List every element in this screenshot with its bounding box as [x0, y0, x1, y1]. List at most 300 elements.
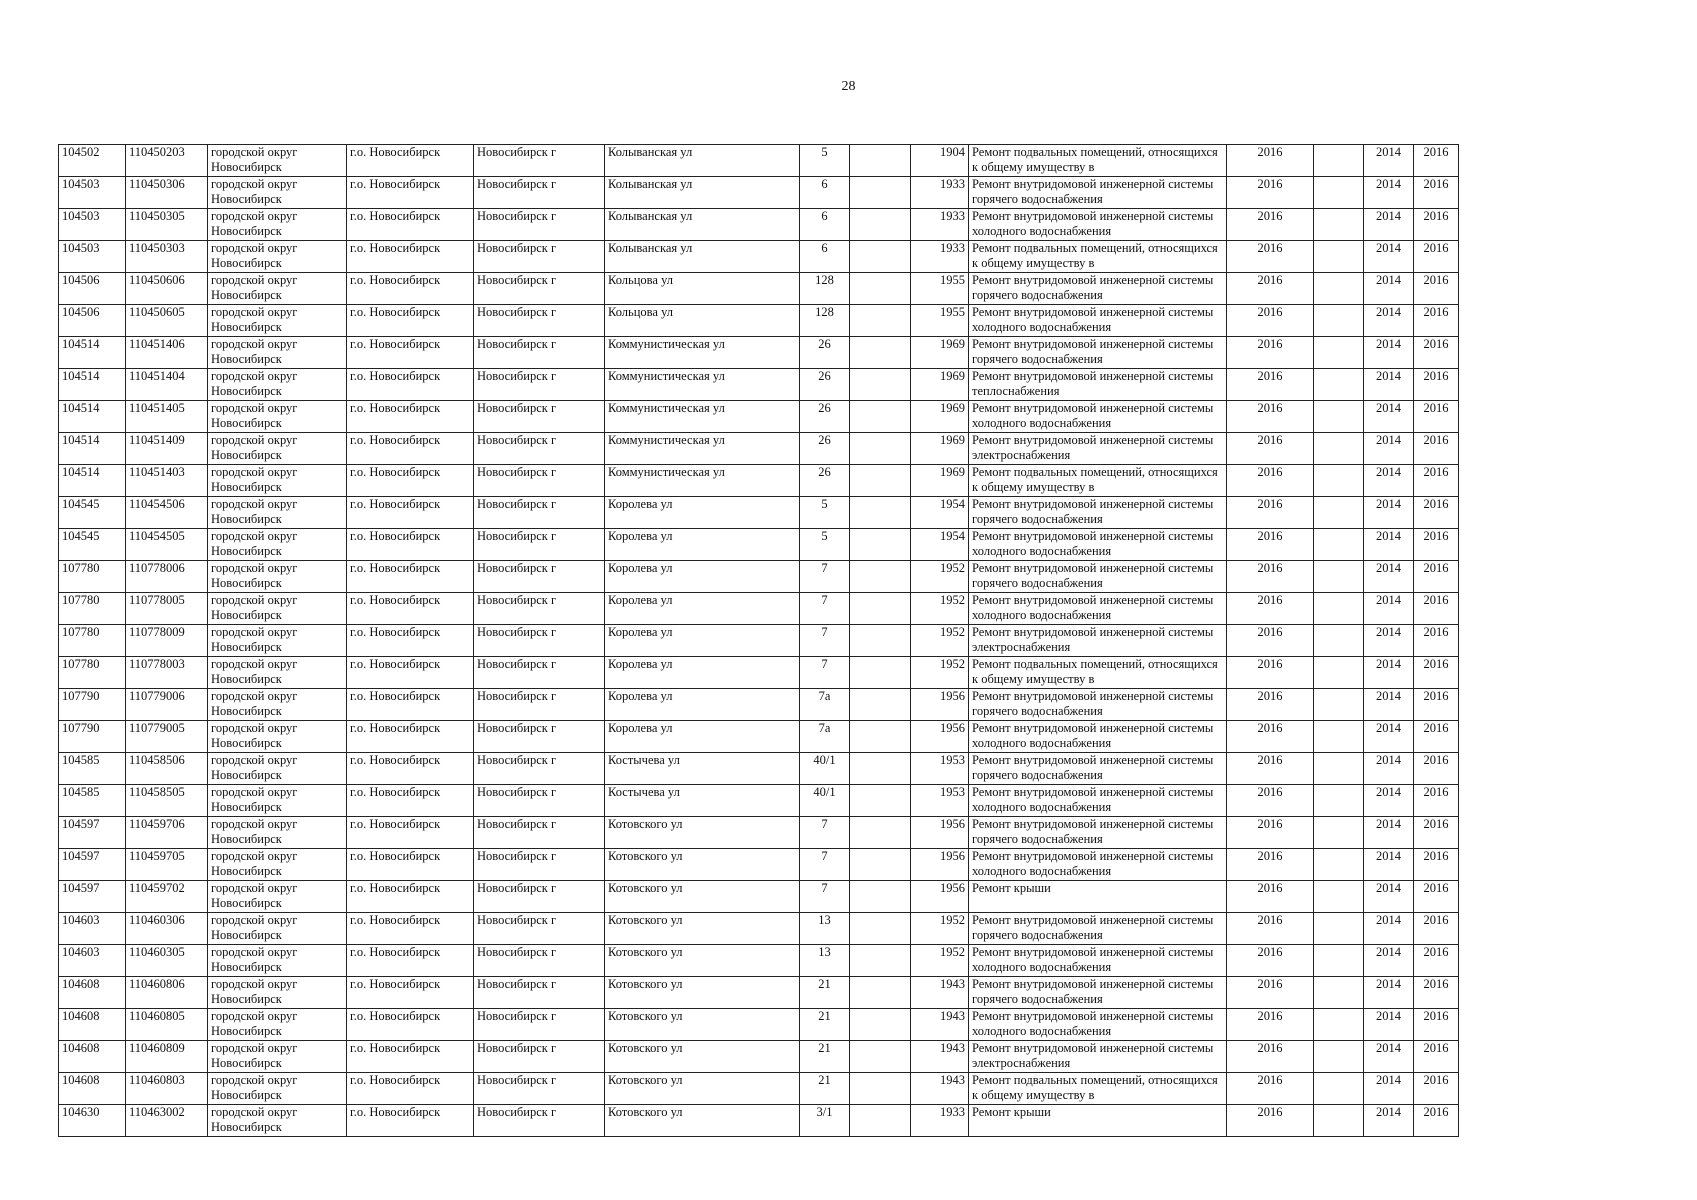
street-cell: Королева ул [605, 721, 800, 753]
building-cell [850, 625, 911, 657]
construction-year-cell: 1933 [911, 177, 969, 209]
work-type-cell: Ремонт внутридомовой инженерной системы электроснабжения [969, 625, 1227, 657]
empty-cell [1314, 625, 1364, 657]
work-id-cell: 110450306 [126, 177, 208, 209]
municipality-cell: городской округ Новосибирск [208, 817, 347, 849]
district-cell: г.о. Новосибирск [347, 657, 474, 689]
city-cell: Новосибирск г [474, 433, 605, 465]
construction-year-cell: 1956 [911, 881, 969, 913]
street-cell: Коммунистическая ул [605, 337, 800, 369]
street-cell: Колыванская ул [605, 209, 800, 241]
street-cell: Котовского ул [605, 1009, 800, 1041]
city-cell: Новосибирск г [474, 529, 605, 561]
period-start-cell: 2014 [1364, 305, 1414, 337]
city-cell: Новосибирск г [474, 1105, 605, 1137]
work-id-cell: 110450606 [126, 273, 208, 305]
city-cell: Новосибирск г [474, 881, 605, 913]
city-cell: Новосибирск г [474, 849, 605, 881]
house-number-cell: 40/1 [800, 753, 850, 785]
city-cell: Новосибирск г [474, 273, 605, 305]
building-cell [850, 1009, 911, 1041]
house-id-cell: 104603 [59, 945, 126, 977]
city-cell: Новосибирск г [474, 209, 605, 241]
planned-year-cell: 2016 [1227, 465, 1314, 497]
table-row [59, 785, 1459, 817]
house-id-cell: 104503 [59, 241, 126, 273]
work-id-cell: 110451404 [126, 369, 208, 401]
city-cell: Новосибирск г [474, 753, 605, 785]
street-cell: Королева ул [605, 625, 800, 657]
work-type-cell: Ремонт внутридомовой инженерной системы горячего водоснабжения [969, 177, 1227, 209]
work-type-cell: Ремонт подвальных помещений, относящихся к общему имуществу в [969, 241, 1227, 273]
period-start-cell: 2014 [1364, 369, 1414, 401]
district-cell: г.о. Новосибирск [347, 1105, 474, 1137]
period-start-cell: 2014 [1364, 721, 1414, 753]
work-type-cell: Ремонт внутридомовой инженерной системы электроснабжения [969, 433, 1227, 465]
table-row [59, 881, 1459, 913]
empty-cell [1314, 529, 1364, 561]
period-end-cell: 2016 [1414, 1073, 1459, 1105]
table-row [59, 497, 1459, 529]
period-start-cell: 2014 [1364, 1105, 1414, 1137]
construction-year-cell: 1933 [911, 241, 969, 273]
house-id-cell: 104514 [59, 337, 126, 369]
district-cell: г.о. Новосибирск [347, 337, 474, 369]
city-cell: Новосибирск г [474, 561, 605, 593]
municipality-cell: городской округ Новосибирск [208, 593, 347, 625]
street-cell: Котовского ул [605, 1073, 800, 1105]
construction-year-cell: 1953 [911, 753, 969, 785]
work-id-cell: 110460806 [126, 977, 208, 1009]
district-cell: г.о. Новосибирск [347, 625, 474, 657]
house-number-cell: 6 [800, 241, 850, 273]
district-cell: г.о. Новосибирск [347, 977, 474, 1009]
municipality-cell: городской округ Новосибирск [208, 497, 347, 529]
street-cell: Котовского ул [605, 1105, 800, 1137]
period-start-cell: 2014 [1364, 529, 1414, 561]
planned-year-cell: 2016 [1227, 529, 1314, 561]
construction-year-cell: 1956 [911, 849, 969, 881]
construction-year-cell: 1952 [911, 945, 969, 977]
house-number-cell: 128 [800, 305, 850, 337]
district-cell: г.о. Новосибирск [347, 689, 474, 721]
work-type-cell: Ремонт подвальных помещений, относящихся к общему имуществу в [969, 1073, 1227, 1105]
empty-cell [1314, 497, 1364, 529]
table-row [59, 529, 1459, 561]
period-start-cell: 2014 [1364, 433, 1414, 465]
house-id-cell: 104585 [59, 753, 126, 785]
period-end-cell: 2016 [1414, 1105, 1459, 1137]
municipality-cell: городской округ Новосибирск [208, 433, 347, 465]
city-cell: Новосибирск г [474, 465, 605, 497]
construction-year-cell: 1943 [911, 1041, 969, 1073]
period-start-cell: 2014 [1364, 337, 1414, 369]
work-type-cell: Ремонт внутридомовой инженерной системы теплоснабжения [969, 369, 1227, 401]
period-start-cell: 2014 [1364, 849, 1414, 881]
work-type-cell: Ремонт подвальных помещений, относящихся к общему имуществу в [969, 657, 1227, 689]
building-cell [850, 817, 911, 849]
building-cell [850, 657, 911, 689]
work-type-cell: Ремонт подвальных помещений, относящихся к общему имуществу в [969, 145, 1227, 177]
house-number-cell: 13 [800, 913, 850, 945]
construction-year-cell: 1954 [911, 497, 969, 529]
house-number-cell: 13 [800, 945, 850, 977]
period-start-cell: 2014 [1364, 593, 1414, 625]
empty-cell [1314, 209, 1364, 241]
house-number-cell: 6 [800, 177, 850, 209]
city-cell: Новосибирск г [474, 177, 605, 209]
house-number-cell: 128 [800, 273, 850, 305]
house-id-cell: 104506 [59, 273, 126, 305]
period-end-cell: 2016 [1414, 497, 1459, 529]
house-number-cell: 7 [800, 625, 850, 657]
house-id-cell: 104503 [59, 177, 126, 209]
work-type-cell: Ремонт внутридомовой инженерной системы горячего водоснабжения [969, 977, 1227, 1009]
period-start-cell: 2014 [1364, 401, 1414, 433]
empty-cell [1314, 1009, 1364, 1041]
district-cell: г.о. Новосибирск [347, 849, 474, 881]
house-id-cell: 107780 [59, 657, 126, 689]
municipality-cell: городской округ Новосибирск [208, 1105, 347, 1137]
empty-cell [1314, 145, 1364, 177]
construction-year-cell: 1955 [911, 273, 969, 305]
construction-year-cell: 1952 [911, 657, 969, 689]
building-cell [850, 689, 911, 721]
district-cell: г.о. Новосибирск [347, 785, 474, 817]
house-id-cell: 104514 [59, 369, 126, 401]
municipality-cell: городской округ Новосибирск [208, 1009, 347, 1041]
page-number: 28 [841, 79, 856, 94]
work-type-cell: Ремонт внутридомовой инженерной системы горячего водоснабжения [969, 273, 1227, 305]
planned-year-cell: 2016 [1227, 881, 1314, 913]
building-cell [850, 145, 911, 177]
district-cell: г.о. Новосибирск [347, 1009, 474, 1041]
building-cell [850, 433, 911, 465]
building-cell [850, 593, 911, 625]
work-type-cell: Ремонт внутридомовой инженерной системы горячего водоснабжения [969, 497, 1227, 529]
house-id-cell: 104597 [59, 849, 126, 881]
table-row [59, 1041, 1459, 1073]
building-cell [850, 721, 911, 753]
building-cell [850, 497, 911, 529]
work-id-cell: 110779005 [126, 721, 208, 753]
construction-year-cell: 1954 [911, 529, 969, 561]
work-id-cell: 110459706 [126, 817, 208, 849]
work-id-cell: 110460306 [126, 913, 208, 945]
work-id-cell: 110450605 [126, 305, 208, 337]
street-cell: Колыванская ул [605, 177, 800, 209]
city-cell: Новосибирск г [474, 785, 605, 817]
house-number-cell: 26 [800, 337, 850, 369]
empty-cell [1314, 1041, 1364, 1073]
district-cell: г.о. Новосибирск [347, 721, 474, 753]
street-cell: Котовского ул [605, 945, 800, 977]
work-type-cell: Ремонт внутридомовой инженерной системы холодного водоснабжения [969, 785, 1227, 817]
planned-year-cell: 2016 [1227, 497, 1314, 529]
street-cell: Коммунистическая ул [605, 465, 800, 497]
municipality-cell: городской округ Новосибирск [208, 305, 347, 337]
building-cell [850, 273, 911, 305]
city-cell: Новосибирск г [474, 1073, 605, 1105]
house-id-cell: 104545 [59, 529, 126, 561]
house-number-cell: 21 [800, 1041, 850, 1073]
period-start-cell: 2014 [1364, 273, 1414, 305]
building-cell [850, 945, 911, 977]
work-id-cell: 110460809 [126, 1041, 208, 1073]
period-end-cell: 2016 [1414, 433, 1459, 465]
empty-cell [1314, 177, 1364, 209]
street-cell: Котовского ул [605, 977, 800, 1009]
work-type-cell: Ремонт крыши [969, 881, 1227, 913]
period-start-cell: 2014 [1364, 657, 1414, 689]
house-number-cell: 7 [800, 657, 850, 689]
municipality-cell: городской округ Новосибирск [208, 849, 347, 881]
municipality-cell: городской округ Новосибирск [208, 465, 347, 497]
empty-cell [1314, 657, 1364, 689]
empty-cell [1314, 913, 1364, 945]
table-row [59, 945, 1459, 977]
work-id-cell: 110459705 [126, 849, 208, 881]
planned-year-cell: 2016 [1227, 753, 1314, 785]
work-id-cell: 110451403 [126, 465, 208, 497]
work-type-cell: Ремонт внутридомовой инженерной системы электроснабжения [969, 1041, 1227, 1073]
house-id-cell: 107790 [59, 689, 126, 721]
planned-year-cell: 2016 [1227, 625, 1314, 657]
city-cell: Новосибирск г [474, 913, 605, 945]
building-cell [850, 913, 911, 945]
work-type-cell: Ремонт внутридомовой инженерной системы горячего водоснабжения [969, 753, 1227, 785]
construction-year-cell: 1933 [911, 1105, 969, 1137]
empty-cell [1314, 1073, 1364, 1105]
table-row [59, 1105, 1459, 1137]
district-cell: г.о. Новосибирск [347, 1073, 474, 1105]
planned-year-cell: 2016 [1227, 337, 1314, 369]
building-cell [850, 977, 911, 1009]
period-start-cell: 2014 [1364, 465, 1414, 497]
house-number-cell: 7 [800, 849, 850, 881]
house-id-cell: 104597 [59, 817, 126, 849]
municipality-cell: городской округ Новосибирск [208, 241, 347, 273]
district-cell: г.о. Новосибирск [347, 753, 474, 785]
work-id-cell: 110454505 [126, 529, 208, 561]
building-cell [850, 1073, 911, 1105]
table-row [59, 337, 1459, 369]
district-cell: г.о. Новосибирск [347, 305, 474, 337]
table-row [59, 625, 1459, 657]
empty-cell [1314, 977, 1364, 1009]
house-number-cell: 3/1 [800, 1105, 850, 1137]
construction-year-cell: 1952 [911, 625, 969, 657]
period-end-cell: 2016 [1414, 337, 1459, 369]
table-row [59, 177, 1459, 209]
city-cell: Новосибирск г [474, 497, 605, 529]
district-cell: г.о. Новосибирск [347, 273, 474, 305]
building-cell [850, 529, 911, 561]
table-row [59, 273, 1459, 305]
street-cell: Коммунистическая ул [605, 401, 800, 433]
municipality-cell: городской округ Новосибирск [208, 145, 347, 177]
planned-year-cell: 2016 [1227, 1073, 1314, 1105]
table-row [59, 401, 1459, 433]
period-start-cell: 2014 [1364, 241, 1414, 273]
house-number-cell: 26 [800, 369, 850, 401]
work-id-cell: 110451406 [126, 337, 208, 369]
construction-year-cell: 1943 [911, 977, 969, 1009]
district-cell: г.о. Новосибирск [347, 497, 474, 529]
district-cell: г.о. Новосибирск [347, 1041, 474, 1073]
street-cell: Котовского ул [605, 881, 800, 913]
planned-year-cell: 2016 [1227, 241, 1314, 273]
district-cell: г.о. Новосибирск [347, 369, 474, 401]
period-start-cell: 2014 [1364, 497, 1414, 529]
building-cell [850, 177, 911, 209]
work-type-cell: Ремонт внутридомовой инженерной системы горячего водоснабжения [969, 689, 1227, 721]
construction-year-cell: 1955 [911, 305, 969, 337]
planned-year-cell: 2016 [1227, 945, 1314, 977]
period-start-cell: 2014 [1364, 945, 1414, 977]
planned-year-cell: 2016 [1227, 849, 1314, 881]
construction-year-cell: 1943 [911, 1009, 969, 1041]
municipality-cell: городской округ Новосибирск [208, 689, 347, 721]
period-start-cell: 2014 [1364, 1041, 1414, 1073]
table-row [59, 977, 1459, 1009]
street-cell: Котовского ул [605, 817, 800, 849]
street-cell: Костычева ул [605, 785, 800, 817]
city-cell: Новосибирск г [474, 625, 605, 657]
construction-year-cell: 1969 [911, 465, 969, 497]
table-row [59, 305, 1459, 337]
district-cell: г.о. Новосибирск [347, 945, 474, 977]
district-cell: г.о. Новосибирск [347, 817, 474, 849]
empty-cell [1314, 337, 1364, 369]
house-number-cell: 40/1 [800, 785, 850, 817]
municipality-cell: городской округ Новосибирск [208, 337, 347, 369]
district-cell: г.о. Новосибирск [347, 145, 474, 177]
construction-year-cell: 1969 [911, 337, 969, 369]
street-cell: Коммунистическая ул [605, 433, 800, 465]
building-cell [850, 881, 911, 913]
table-row [59, 657, 1459, 689]
table-row [59, 817, 1459, 849]
house-id-cell: 104545 [59, 497, 126, 529]
construction-year-cell: 1969 [911, 369, 969, 401]
period-end-cell: 2016 [1414, 977, 1459, 1009]
municipality-cell: городской округ Новосибирск [208, 913, 347, 945]
house-number-cell: 7а [800, 689, 850, 721]
work-type-cell: Ремонт крыши [969, 1105, 1227, 1137]
municipality-cell: городской округ Новосибирск [208, 721, 347, 753]
period-end-cell: 2016 [1414, 401, 1459, 433]
municipality-cell: городской округ Новосибирск [208, 273, 347, 305]
house-id-cell: 104506 [59, 305, 126, 337]
period-start-cell: 2014 [1364, 209, 1414, 241]
planned-year-cell: 2016 [1227, 305, 1314, 337]
street-cell: Королева ул [605, 497, 800, 529]
empty-cell [1314, 753, 1364, 785]
house-id-cell: 104514 [59, 465, 126, 497]
house-id-cell: 104608 [59, 1041, 126, 1073]
work-type-cell: Ремонт подвальных помещений, относящихся к общему имуществу в [969, 465, 1227, 497]
planned-year-cell: 2016 [1227, 593, 1314, 625]
period-start-cell: 2014 [1364, 561, 1414, 593]
house-number-cell: 5 [800, 145, 850, 177]
building-cell [850, 1041, 911, 1073]
construction-year-cell: 1904 [911, 145, 969, 177]
planned-year-cell: 2016 [1227, 817, 1314, 849]
city-cell: Новосибирск г [474, 817, 605, 849]
municipality-cell: городской округ Новосибирск [208, 177, 347, 209]
work-id-cell: 110458505 [126, 785, 208, 817]
house-number-cell: 7а [800, 721, 850, 753]
building-cell [850, 849, 911, 881]
house-number-cell: 6 [800, 209, 850, 241]
period-start-cell: 2014 [1364, 753, 1414, 785]
house-id-cell: 104608 [59, 1009, 126, 1041]
city-cell: Новосибирск г [474, 1009, 605, 1041]
table-row [59, 561, 1459, 593]
period-start-cell: 2014 [1364, 817, 1414, 849]
house-id-cell: 107780 [59, 593, 126, 625]
house-id-cell: 104502 [59, 145, 126, 177]
planned-year-cell: 2016 [1227, 1105, 1314, 1137]
house-id-cell: 107780 [59, 625, 126, 657]
construction-year-cell: 1952 [911, 913, 969, 945]
construction-year-cell: 1943 [911, 1073, 969, 1105]
house-id-cell: 104514 [59, 401, 126, 433]
house-id-cell: 107780 [59, 561, 126, 593]
district-cell: г.о. Новосибирск [347, 561, 474, 593]
table-row [59, 849, 1459, 881]
street-cell: Котовского ул [605, 849, 800, 881]
city-cell: Новосибирск г [474, 977, 605, 1009]
municipality-cell: городской округ Новосибирск [208, 561, 347, 593]
construction-year-cell: 1956 [911, 689, 969, 721]
house-number-cell: 26 [800, 433, 850, 465]
period-start-cell: 2014 [1364, 785, 1414, 817]
empty-cell [1314, 945, 1364, 977]
period-start-cell: 2014 [1364, 177, 1414, 209]
planned-year-cell: 2016 [1227, 369, 1314, 401]
work-id-cell: 110778006 [126, 561, 208, 593]
empty-cell [1314, 689, 1364, 721]
work-id-cell: 110454506 [126, 497, 208, 529]
period-end-cell: 2016 [1414, 625, 1459, 657]
work-type-cell: Ремонт внутридомовой инженерной системы горячего водоснабжения [969, 817, 1227, 849]
work-type-cell: Ремонт внутридомовой инженерной системы холодного водоснабжения [969, 849, 1227, 881]
house-number-cell: 7 [800, 881, 850, 913]
empty-cell [1314, 465, 1364, 497]
building-cell [850, 209, 911, 241]
house-number-cell: 5 [800, 529, 850, 561]
work-type-cell: Ремонт внутридомовой инженерной системы горячего водоснабжения [969, 913, 1227, 945]
construction-year-cell: 1956 [911, 721, 969, 753]
empty-cell [1314, 273, 1364, 305]
city-cell: Новосибирск г [474, 945, 605, 977]
table-row [59, 721, 1459, 753]
period-start-cell: 2014 [1364, 881, 1414, 913]
house-id-cell: 104585 [59, 785, 126, 817]
period-end-cell: 2016 [1414, 785, 1459, 817]
house-id-cell: 104608 [59, 1073, 126, 1105]
construction-year-cell: 1953 [911, 785, 969, 817]
district-cell: г.о. Новосибирск [347, 529, 474, 561]
table-row [59, 913, 1459, 945]
work-type-cell: Ремонт внутридомовой инженерной системы холодного водоснабжения [969, 593, 1227, 625]
municipality-cell: городской округ Новосибирск [208, 625, 347, 657]
work-id-cell: 110459702 [126, 881, 208, 913]
district-cell: г.о. Новосибирск [347, 433, 474, 465]
work-id-cell: 110450303 [126, 241, 208, 273]
